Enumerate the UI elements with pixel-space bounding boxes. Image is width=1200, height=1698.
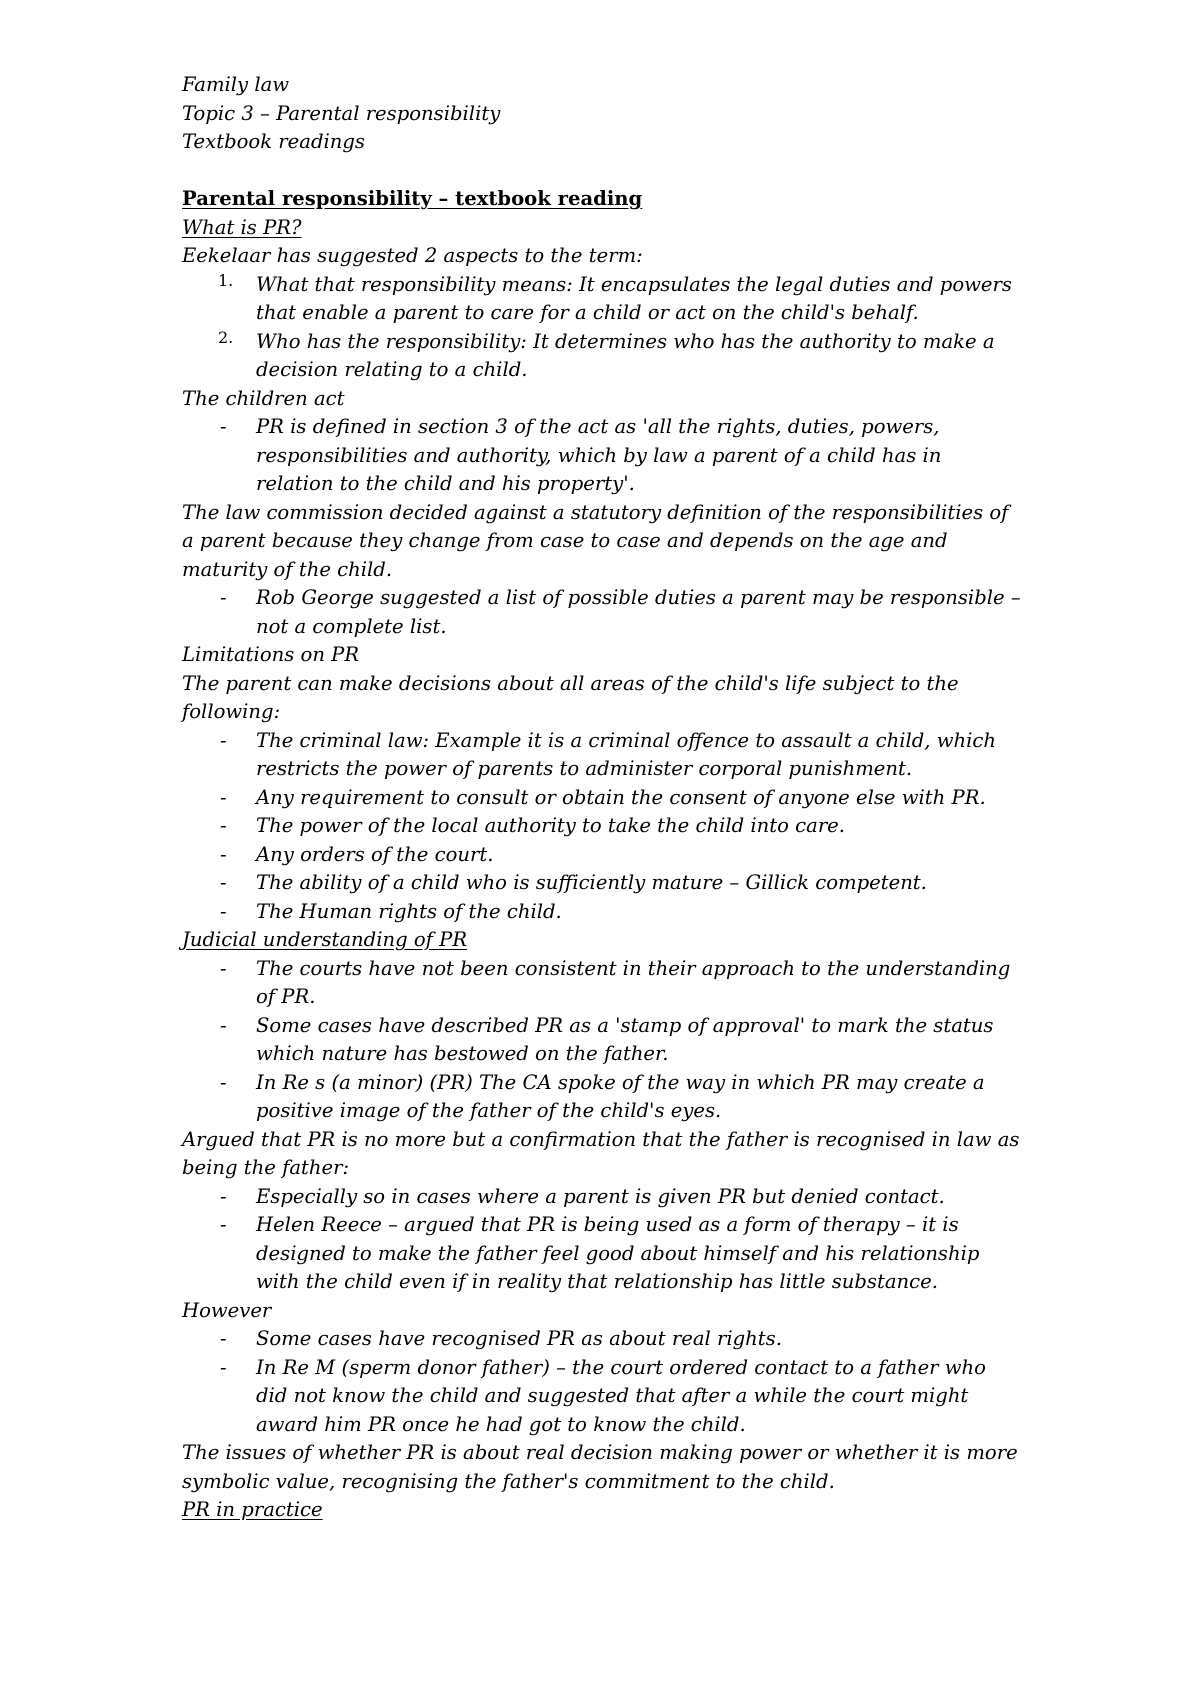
paragraph-line: symbolic value, recognising the father's commitment to the child. — [182, 1469, 835, 1493]
bullet-item — [182, 1069, 1200, 1126]
eekelaar-intro: Eekelaar has suggested 2 aspects to the term: — [182, 244, 643, 267]
bullet-item — [182, 898, 1200, 927]
paragraph-line: following: — [182, 700, 281, 723]
spacer — [182, 157, 1200, 186]
item-text-line: What that responsibility means: It encapsulates the legal duties and powers — [256, 272, 1012, 296]
bullet-dash: - — [220, 1070, 227, 1094]
bullet-text-line: PR is defined in section 3 of the act as 'all the rights, duties, powers, — [256, 415, 940, 438]
paragraph-line: Argued that PR is no more but a confirmation that the father is recognised in law as — [182, 1127, 1020, 1151]
bullet-text-line: The power of the local authority to take the child into care. — [256, 814, 846, 837]
bullet-item — [182, 1012, 1200, 1069]
bullet-text-line: did not know the child and suggested that after a while the court might — [256, 1384, 969, 1407]
bullet-text-line: Helen Reece – argued that PR is being used as a form of therapy – it is — [256, 1213, 959, 1236]
bullet-text-line: Especially so in cases where a parent is given PR but denied contact. — [256, 1184, 945, 1208]
item-text-line: decision relating to a child. — [256, 358, 528, 381]
bullet-text-line: responsibilities and authority, which by law a parent of a child has in — [256, 443, 942, 467]
bullet-text-line: In Re s (a minor) (PR) The CA spoke of the way in which PR may create a — [256, 1070, 985, 1094]
bullet-dash: - — [220, 1184, 227, 1208]
bullet-text-line: designed to make the father feel good about himself and his relationship — [256, 1241, 980, 1265]
numbered-item — [182, 328, 1200, 385]
item-text-line: Who has the responsibility: It determines who has the authority to make a — [256, 329, 995, 353]
bullet-dash: - — [220, 1013, 227, 1037]
bullet-dash: - — [220, 814, 227, 837]
bullet-text-line: In Re M (sperm donor father) – the court ordered contact to a father who — [256, 1355, 986, 1379]
bullet-text-line: not a complete list. — [256, 614, 447, 638]
bullet-dash: - — [220, 586, 227, 609]
topic-title: Topic 3 – Parental responsibility — [182, 101, 501, 125]
heading-judicial-understanding: Judicial understanding of PR — [182, 928, 468, 951]
item-text-line: that enable a parent to care for a child or act on the child's behalf. — [256, 301, 919, 324]
bullet-text-line: The ability of a child who is sufficiently mature – Gillick competent. — [256, 871, 927, 894]
bullet-item — [182, 841, 1200, 870]
bullet-dash: - — [220, 871, 227, 894]
bullet-dash: - — [220, 956, 227, 980]
bullet-item — [182, 784, 1200, 813]
item-number: 2. — [218, 327, 234, 347]
bullet-item — [182, 727, 1200, 784]
bullet-text-line: with the child even if in reality that relationship has little substance. — [256, 1270, 938, 1293]
bullet-item — [182, 1183, 1200, 1212]
section-title: Parental responsibility – textbook reading — [182, 187, 643, 210]
bullet-item — [182, 869, 1200, 898]
bullet-item — [182, 1211, 1200, 1297]
heading-what-is-pr: What is PR? — [182, 215, 302, 239]
bullet-text-line: award him PR once he had got to know the child. — [256, 1412, 746, 1436]
bullet-text-line: Any requirement to consult or obtain the consent of anyone else with PR. — [256, 785, 986, 809]
bullet-dash: - — [220, 415, 227, 438]
heading-pr-in-practice: PR in practice — [182, 1498, 323, 1521]
bullet-dash: - — [220, 785, 227, 809]
paragraph-line: The issues of whether PR is about real decision making power or whether it is more — [182, 1441, 1018, 1464]
bullet-text-line: Rob George suggested a list of possible duties a parent may be responsible – — [256, 586, 1021, 609]
course-title: Family law — [182, 73, 290, 96]
bullet-item — [182, 1354, 1200, 1440]
bullet-text-line: Some cases have described PR as a 'stamp of approval' to mark the status — [256, 1013, 994, 1037]
bullet-text-line: which nature has bestowed on the father. — [256, 1042, 669, 1065]
bullet-dash: - — [220, 842, 227, 866]
paragraph-line: maturity of the child. — [182, 557, 393, 581]
bullet-text-line: The courts have not been consistent in their approach to the understanding — [256, 956, 1011, 980]
bullet-text-line: of PR. — [256, 985, 316, 1008]
bullet-dash: - — [220, 1213, 227, 1236]
paragraph-line: The law commission decided against a statutory definition of the responsibilities of — [182, 500, 1009, 524]
however-label: However — [182, 1298, 272, 1322]
readings-label: Textbook readings — [182, 130, 365, 153]
bullet-dash: - — [220, 1355, 227, 1379]
bullet-text-line: relation to the child and his property'. — [256, 472, 635, 495]
paragraph-line: The parent can make decisions about all areas of the child's life subject to the — [182, 671, 959, 695]
heading-limitations: Limitations on PR — [182, 643, 360, 666]
bullet-dash: - — [220, 728, 227, 752]
bullet-text-line: positive image of the father of the child's eyes. — [256, 1099, 722, 1122]
bullet-item — [182, 584, 1200, 641]
heading-children-act: The children act — [182, 386, 345, 410]
paragraph-line: a parent because they change from case to case and depends on the age and — [182, 529, 948, 552]
numbered-item — [182, 271, 1200, 328]
bullet-text-line: The Human rights of the child. — [256, 899, 562, 923]
bullet-text-line: Any orders of the court. — [256, 842, 494, 866]
item-number: 1. — [218, 270, 234, 290]
bullet-item — [182, 812, 1200, 841]
bullet-item — [182, 1325, 1200, 1354]
bullet-item — [182, 955, 1200, 1012]
bullet-text-line: The criminal law: Example it is a criminal offence to assault a child, which — [256, 728, 996, 752]
bullet-text-line: Some cases have recognised PR as about real rights. — [256, 1327, 782, 1350]
bullet-text-line: restricts the power of parents to administer corporal punishment. — [256, 757, 913, 780]
bullet-item — [182, 413, 1200, 499]
paragraph-line: being the father: — [182, 1156, 350, 1179]
bullet-dash: - — [220, 899, 227, 923]
bullet-dash: - — [220, 1327, 227, 1350]
